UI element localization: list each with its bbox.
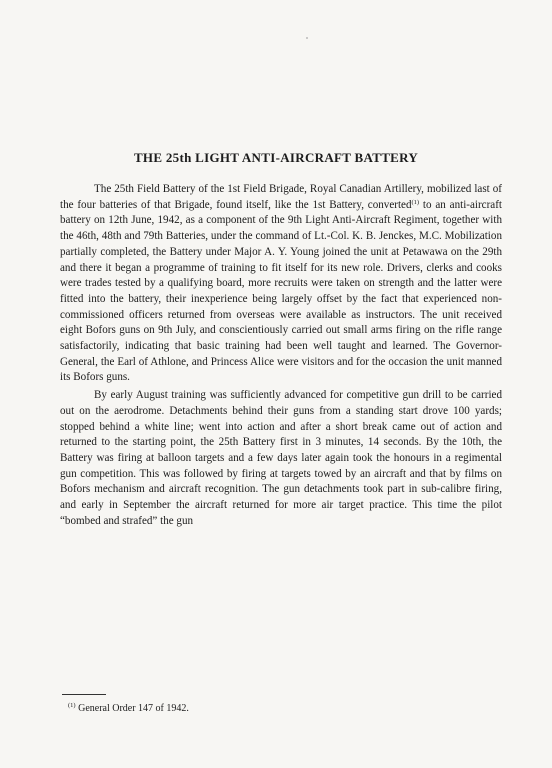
- footnote-marker: (1): [68, 702, 76, 709]
- footnote: [68, 703, 189, 714]
- paragraph-1-text-end: to an anti-aircraft battery on 12th June, 1942, as a component of the 9th Light Anti-Aircraft Regiment, together with the 46th, 48th and 79th Batteries, under the command of Lt.-Col. K. B. Jenckes, M.C. Mobilization partially completed, the Battery under Major A. Y. Young joined the unit at Petawawa on the 29th and there it began a programme of training to fit itself for its new role. Drivers, clerks and cooks were trades tested by a qualifying board, more recruits were taken on strength and the latter were fitted into the battery, their inexperience being largely offset by the fact that experienced non-commissioned officers returned from overseas were available as instructors. The unit received eight Bofors guns on 9th July, and conscientiously carried out small arms firing on the rifle range satisfactorily, indicating that basic training had been well taught and learned. The Governor-General, the Earl of Athlone, and Princess Alice were visitors and for the occasion the unit manned its Bofors guns.: [60, 198, 502, 384]
- paragraph-1: [60, 182, 502, 386]
- footnote-reference: (1): [411, 198, 420, 206]
- paragraph-2: By early August training was sufficiently advanced for competitive gun drill to be carried out on the aerodrome. Detachments behind their guns from a standing start drove 100 yards; stopped behind a white line; went into action and after a short break came out of action and returned to the starting point, the 25th Battery first in 3 minutes, 14 seconds. By the 10th, the Battery was firing at balloon targets and a few days later again took the honours in a regimental gun competition. This was followed by firing at targets towed by an aircraft and that by films on Bofors mechanism and aircraft recognition. The gun detachments took part in sub-calibre firing, and early in September the aircraft returned for more air target practice. This time the pilot “bombed and strafed” the gun: [60, 389, 502, 527]
- paragraph-1-text-start: The 25th Field Battery of the 1st Field Brigade, Royal Canadian Artillery, mobilized last of the four batteries of that Brigade, found itself, like the 1st Battery, converted: [60, 183, 502, 211]
- footnote-text: General Order 147 of 1942.: [78, 703, 189, 714]
- body-text: [60, 182, 502, 531]
- footnote-divider: [62, 694, 106, 695]
- scan-speck: [306, 37, 308, 39]
- page-title: THE 25th LIGHT ANTI-AIRCRAFT BATTERY: [133, 150, 419, 165]
